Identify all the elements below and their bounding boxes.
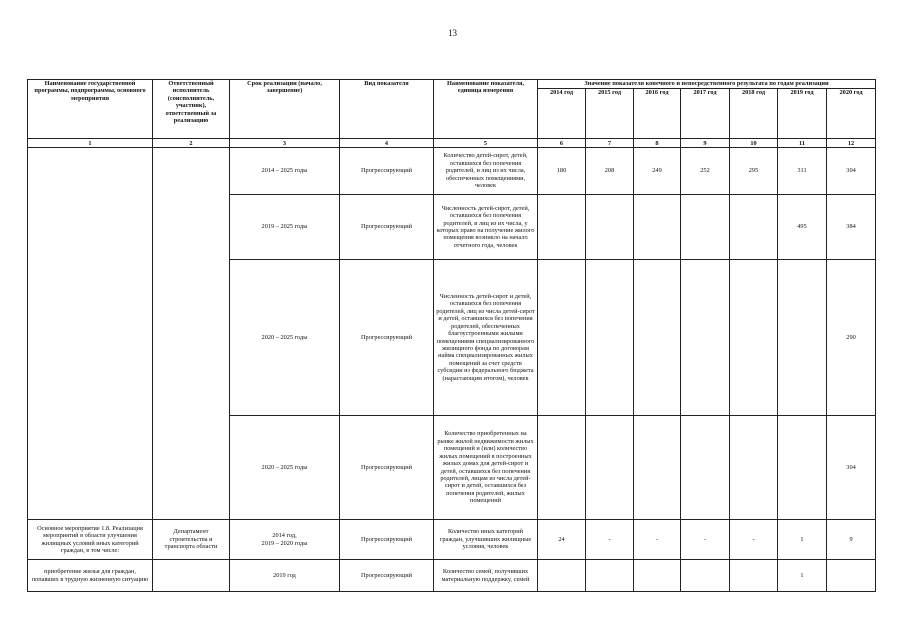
value-cell <box>730 195 778 260</box>
indicator-cell: Численность детей-сирот и детей, оставшихся без попечения родителей, лиц из числа детей-сирот и детей, оставшихся без попечения родителей, обеспеченных благоустроенными жилыми помещениями специализированного жилищного фонда по договорам найма специализированных жилых помещений за счет средств субсидии из федерального бюджета (нарастающим итогом), человек <box>434 260 538 416</box>
value-cell: 384 <box>827 195 876 260</box>
column-number: 7 <box>586 139 634 148</box>
value-cell <box>778 260 827 416</box>
value-cell <box>778 416 827 520</box>
value-cell: 24 <box>538 520 586 560</box>
header-year: 2016 год <box>634 89 681 139</box>
period-cell: 2019 – 2025 годы <box>230 195 340 260</box>
column-number: 9 <box>681 139 730 148</box>
column-number-row <box>28 139 876 148</box>
value-cell <box>681 260 730 416</box>
value-cell: - <box>634 520 681 560</box>
table-row <box>28 520 876 560</box>
value-cell <box>827 560 876 592</box>
page-number: 13 <box>448 28 457 38</box>
value-cell <box>730 416 778 520</box>
value-cell <box>730 560 778 592</box>
value-cell <box>681 560 730 592</box>
indicator-cell: Количество детей-сирот, детей, оставшихся без попечения родителей, и лиц из их числа, обеспеченных помещениями, человек <box>434 148 538 195</box>
value-cell <box>586 416 634 520</box>
program-cell: Основное мероприятие 1.8. Реализация мероприятий в области улучшения жилищных условий иных категорий граждан, в том числе: <box>28 520 153 560</box>
header-year: 2014 год <box>538 89 586 139</box>
value-cell: 1 <box>778 520 827 560</box>
header-indicator-name: Наименование показателя, единица измерения <box>434 80 538 139</box>
value-cell <box>538 560 586 592</box>
value-cell: 1 <box>778 560 827 592</box>
period-cell: 2014 год, 2019 – 2020 годы <box>230 520 340 560</box>
value-cell <box>538 416 586 520</box>
type-cell: Прогрессирующий <box>340 195 434 260</box>
column-number: 6 <box>538 139 586 148</box>
type-cell: Прогрессирующий <box>340 560 434 592</box>
value-cell: - <box>730 520 778 560</box>
value-cell <box>730 260 778 416</box>
column-number: 2 <box>153 139 230 148</box>
column-number: 1 <box>28 139 153 148</box>
value-cell: 180 <box>538 148 586 195</box>
type-cell: Прогрессирующий <box>340 260 434 416</box>
value-cell: - <box>586 520 634 560</box>
header-year: 2015 год <box>586 89 634 139</box>
value-cell: 304 <box>827 416 876 520</box>
indicator-cell: Количество иных категорий граждан, улучшивших жилищные условия, человек <box>434 520 538 560</box>
header-program: Наименование государственной программы, подпрограммы, основного мероприятия <box>28 80 153 139</box>
value-cell: 208 <box>586 148 634 195</box>
column-number: 11 <box>778 139 827 148</box>
period-cell: 2020 – 2025 годы <box>230 416 340 520</box>
value-cell <box>634 560 681 592</box>
value-cell <box>634 195 681 260</box>
period-cell: 2020 – 2025 годы <box>230 260 340 416</box>
executor-cell: Департамент строительства и транспорта области <box>153 520 230 560</box>
program-cell: приобретение жилья для граждан, попавших в трудную жизненную ситуацию <box>28 560 153 592</box>
indicator-cell: Численность детей-сирот, детей, оставшихся без попечения родителей, и лиц из их числа, у которых право на получение жилого помещения возникло на начало отчетного года, человек <box>434 195 538 260</box>
value-cell: 304 <box>827 148 876 195</box>
header-period: Срок реализации (начало, завершение) <box>230 80 340 139</box>
value-cell <box>586 195 634 260</box>
value-cell <box>538 195 586 260</box>
column-number: 10 <box>730 139 778 148</box>
header-year: 2018 год <box>730 89 778 139</box>
header-values-group: Значение показателя конечного и непосредственного результата по годам реализации <box>538 80 876 89</box>
period-cell: 2014 – 2025 годы <box>230 148 340 195</box>
indicator-cell: Количество семей, получивших материальную поддержку, семей <box>434 560 538 592</box>
value-cell <box>586 560 634 592</box>
value-cell <box>681 195 730 260</box>
header-executor: Ответственный исполнитель (соисполнитель, участник), ответственный за реализацию <box>153 80 230 139</box>
executor-cell <box>153 148 230 520</box>
period-cell: 2019 год <box>230 560 340 592</box>
value-cell: - <box>681 520 730 560</box>
value-cell <box>586 260 634 416</box>
value-cell: 495 <box>778 195 827 260</box>
column-number: 5 <box>434 139 538 148</box>
value-cell: 295 <box>730 148 778 195</box>
column-number: 3 <box>230 139 340 148</box>
header-year: 2019 год <box>778 89 827 139</box>
column-number: 12 <box>827 139 876 148</box>
type-cell: Прогрессирующий <box>340 416 434 520</box>
header-year: 2017 год <box>681 89 730 139</box>
value-cell <box>634 260 681 416</box>
value-cell: 252 <box>681 148 730 195</box>
value-cell <box>538 260 586 416</box>
executor-cell <box>153 560 230 592</box>
header-year: 2020 год <box>827 89 876 139</box>
value-cell: 311 <box>778 148 827 195</box>
indicator-cell: Количество приобретенных на рынке жилой недвижимости жилых помещений и (или) количество жилых помещений в построенных жилых домах для детей-сирот и детей, оставшихся без попечения родителей, лицам из числа детей-сирот и детей, оставшихся без попечения родителей, жилых помещений <box>434 416 538 520</box>
results-table <box>27 79 876 592</box>
program-cell <box>28 148 153 520</box>
table-row <box>28 560 876 592</box>
type-cell: Прогрессирующий <box>340 520 434 560</box>
column-number: 8 <box>634 139 681 148</box>
value-cell <box>681 416 730 520</box>
column-number: 4 <box>340 139 434 148</box>
value-cell: 290 <box>827 260 876 416</box>
type-cell: Прогрессирующий <box>340 148 434 195</box>
table-row <box>28 148 876 195</box>
value-cell: 9 <box>827 520 876 560</box>
header-indicator-type: Вид показателя <box>340 80 434 139</box>
value-cell: 249 <box>634 148 681 195</box>
value-cell <box>634 416 681 520</box>
